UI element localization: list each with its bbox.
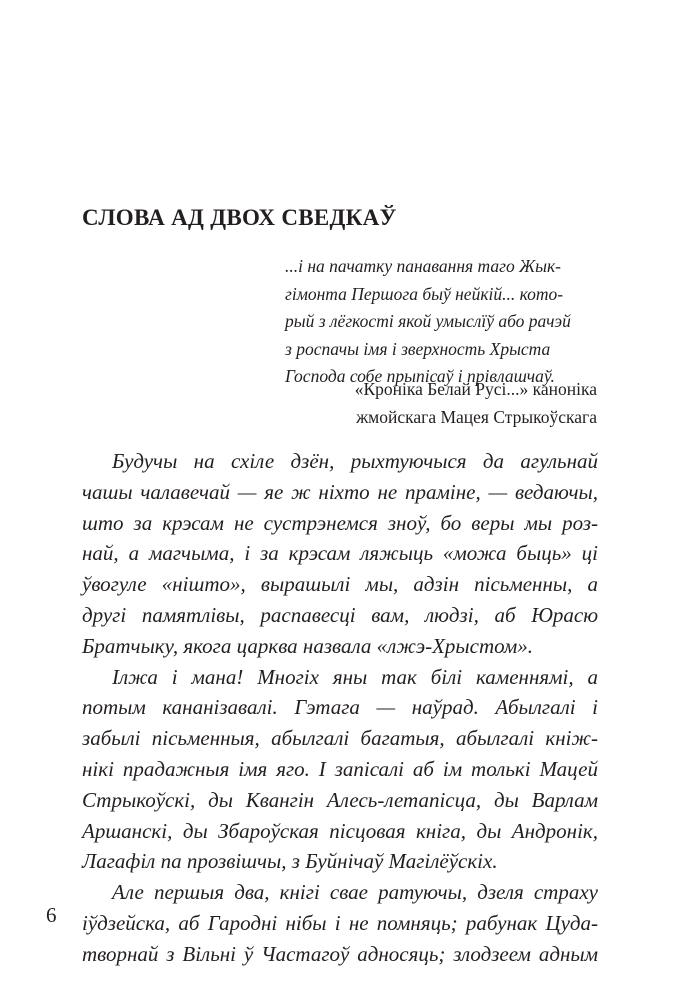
- text-line: потым кананізавалі. Гэтага — наўрад. Абылгалі і: [82, 695, 598, 720]
- text-line: іўдзейска, аб Гародні нібы і не помняць; рабунак Цуда-: [82, 910, 598, 935]
- text-line: нікі прадажныя імя яго. І запісалі аб ім толькі Мацей: [82, 756, 598, 781]
- text-line: творнай з Вільні ў Частагоў адносяць; злодзеем адным: [82, 941, 598, 966]
- text-line: што за крэсам не сустрэнемся зноў, бо веры мы роз-: [82, 510, 598, 535]
- epigraph-source: [285, 376, 597, 431]
- text-line: чашы чалавечай — яе ж ніхто не праміне, — ведаючы,: [82, 479, 598, 504]
- body-text: [82, 446, 598, 970]
- page-number: 6: [46, 903, 57, 927]
- text-line: ўвогуле «нішто», вырашылі мы, адзін пісьменны, а: [82, 572, 598, 597]
- epigraph-line: Господа собе прыпісаў і прівлашчаў.: [285, 366, 555, 386]
- paragraph: [82, 877, 598, 969]
- text-line: Аршанскі, ды Збароўская пісцовая кніга, ды Андронік,: [82, 818, 598, 843]
- paragraph: [82, 662, 598, 878]
- chapter-heading: СЛОВА АД ДВОХ СВЕДКАЎ: [82, 205, 397, 230]
- paragraph: [82, 446, 598, 662]
- text-line: другі памятлівы, распавесці вам, людзі, аб Юрасю: [82, 602, 598, 627]
- epigraph-line: ...і на пачатку панавання таго Жык-: [285, 256, 561, 276]
- text-line: Стрыкоўскі, ды Квангін Алесь-летапісца, ды Варлам: [82, 787, 598, 812]
- text-line: Будучы на схіле дзён, рыхтуючыся да агульнай: [112, 449, 598, 473]
- text-line: най, а магчыма, і за крэсам ляжыць «можа быць» ці: [82, 541, 598, 566]
- text-line: Ілжа і мана! Многіх яны так білі каменнямі, а: [112, 664, 598, 689]
- epigraph-line: гімонта Першога быў нейкій... кото-: [285, 283, 564, 304]
- epigraph: [285, 253, 597, 391]
- epigraph-line: рый з лёгкості якой умыслїў або рачэй: [285, 311, 571, 331]
- text-line: Братчыку, якога царква назвала «лжэ-Хрыстом».: [82, 633, 533, 658]
- epigraph-source-line: «Кроніка Белай Русі...» каноніка: [354, 379, 597, 399]
- text-line: Лагафіл па прозвішчы, з Буйнічаў Магілёўскіх.: [82, 849, 498, 874]
- epigraph-line: з роспачы імя і зверхность Хрыста: [285, 338, 551, 359]
- text-line: Але першыя два, кнігі свае ратуючы, дзеля страху: [112, 880, 598, 905]
- text-line: забылі пісьменныя, абылгалі багатыя, абылгалі кніж-: [82, 726, 598, 751]
- epigraph-source-line: жмойскага Мацея Стрыкоўскага: [356, 406, 597, 427]
